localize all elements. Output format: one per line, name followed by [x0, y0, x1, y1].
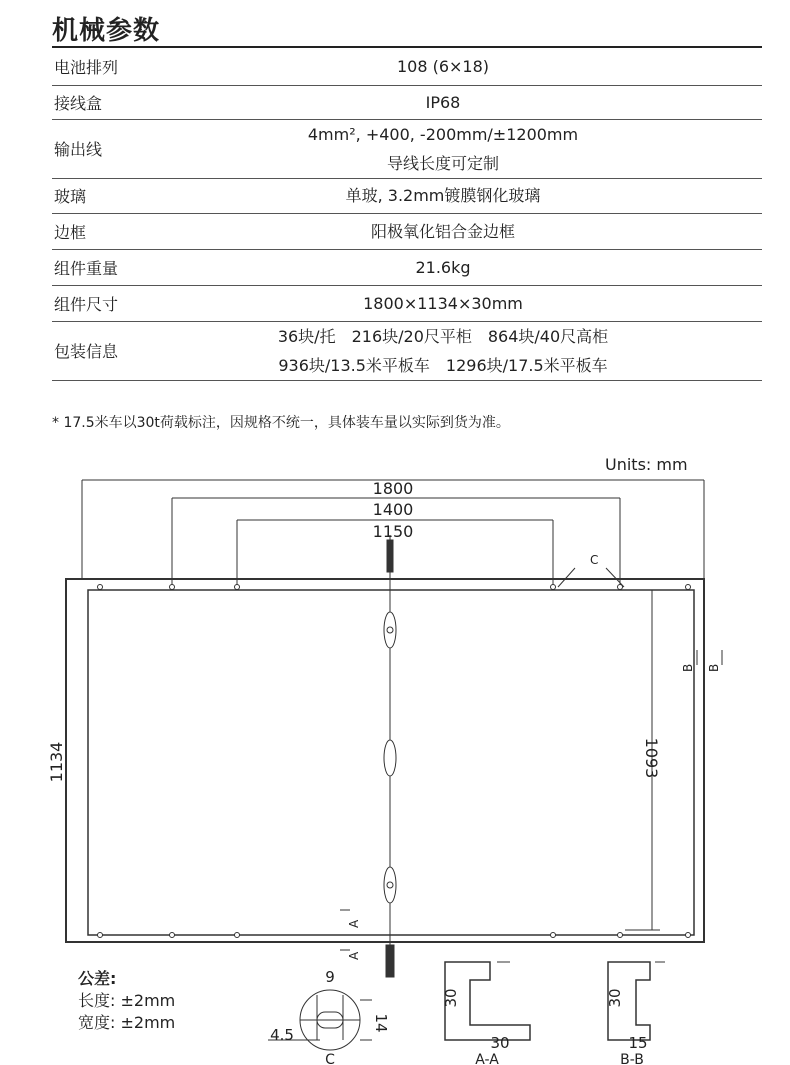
label-b-left: B — [681, 663, 695, 672]
label-c: C — [590, 553, 599, 567]
label-b-right: B — [707, 663, 721, 672]
detail-bb-15w: 15 — [628, 1034, 648, 1052]
spec-value — [244, 249, 762, 285]
spec-key: 电池排列 — [52, 49, 244, 85]
dim-1150: 1150 — [372, 522, 414, 541]
tolerance-block — [78, 968, 175, 1034]
spec-value-line: 108 (6×18) — [396, 57, 490, 77]
tolerance-title: 公差: — [78, 969, 117, 988]
spec-value-line: 1800×1134×30mm — [363, 293, 523, 313]
dim-1800: 1800 — [372, 479, 414, 498]
spec-key: 包装信息 — [52, 321, 244, 380]
detail-aa-caption: A-A — [475, 1052, 499, 1065]
spec-value-line: IP68 — [425, 92, 461, 112]
detail-aa-30h: 30 — [442, 988, 460, 1008]
detail-bb-30h: 30 — [606, 988, 624, 1008]
detail-c-45: 4.5 — [270, 1026, 294, 1044]
detail-aa-30w: 30 — [490, 1034, 510, 1052]
spec-row — [52, 178, 762, 213]
spec-value-segment: 864块/40尺高柜 — [487, 326, 609, 346]
spec-key: 接线盒 — [52, 85, 244, 119]
spec-value-line: 21.6kg — [415, 257, 471, 277]
spec-value-segment: 36块/托 — [277, 326, 336, 346]
spec-value-segment: 1296块/17.5米平板车 — [445, 355, 608, 375]
spec-value — [244, 178, 762, 213]
detail-c-caption: C — [325, 1052, 335, 1065]
spec-value — [244, 85, 762, 119]
spec-row — [52, 285, 762, 321]
spec-value-line: 4mm², +400, -200mm/±1200mm — [307, 124, 579, 144]
spec-value-line: 导线长度可定制 — [386, 153, 499, 173]
spec-row — [52, 119, 762, 178]
footnote: * 17.5米车以30t荷载标注，因规格不统一，具体装车量以实际到货为准。 — [52, 415, 510, 431]
tolerance-length: 长度: ±2mm — [78, 991, 176, 1010]
dim-1134: 1134 — [47, 741, 66, 783]
spec-value — [244, 321, 762, 380]
detail-bb-caption: B-B — [620, 1052, 644, 1065]
spec-value-segment: 936块/13.5米平板车 — [278, 355, 430, 375]
title-rule — [52, 46, 762, 48]
dim-1400: 1400 — [372, 500, 414, 519]
spec-value — [244, 119, 762, 178]
spec-row — [52, 49, 762, 85]
page-title: 机械参数 — [52, 16, 161, 46]
spec-row — [52, 213, 762, 249]
units-label: Units: mm — [605, 455, 688, 474]
spec-value-line: 阳极氧化铝合金边框 — [370, 221, 515, 241]
detail-c-9: 9 — [325, 968, 335, 986]
spec-table — [52, 49, 762, 381]
spec-row — [52, 249, 762, 285]
spec-key: 组件重量 — [52, 249, 244, 285]
spec-key: 组件尺寸 — [52, 285, 244, 321]
spec-key: 玻璃 — [52, 178, 244, 213]
spec-row — [52, 321, 762, 380]
tolerance-width: 宽度: ±2mm — [78, 1013, 176, 1032]
label-a-bottom: A — [347, 951, 361, 960]
spec-value — [244, 213, 762, 249]
detail-c-14: 14 — [372, 1013, 390, 1033]
spec-key: 输出线 — [52, 119, 244, 178]
spec-value-segment: 216块/20尺平柜 — [351, 326, 472, 346]
dim-1093: 1093 — [642, 737, 661, 779]
label-a-top: A — [347, 919, 361, 928]
spec-value — [244, 285, 762, 321]
spec-row — [52, 85, 762, 119]
spec-key: 边框 — [52, 213, 244, 249]
spec-value — [244, 49, 762, 85]
spec-value-line: 单玻, 3.2mm镀膜钢化玻璃 — [345, 186, 541, 205]
